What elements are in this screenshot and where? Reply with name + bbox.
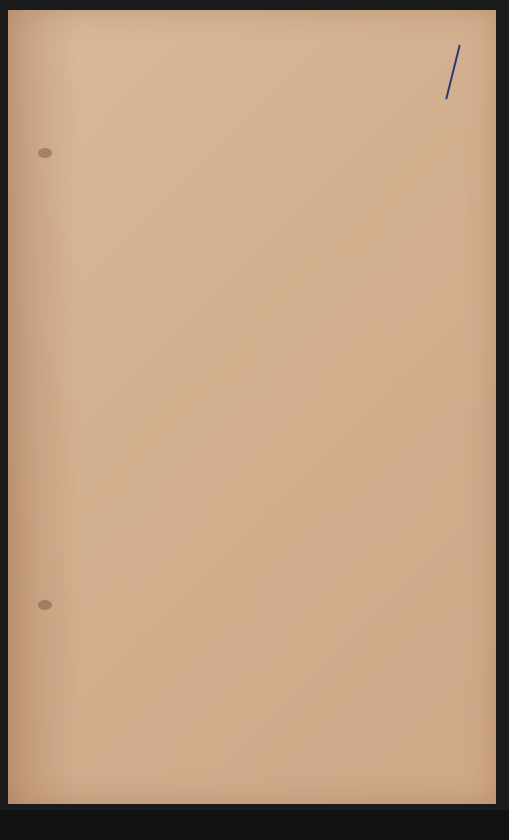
punch-hole <box>38 600 52 610</box>
document-page <box>8 10 496 804</box>
archive-footer <box>0 810 509 840</box>
punch-hole <box>38 148 52 158</box>
continuation-mark-line <box>8 766 496 808</box>
handwritten-stroke <box>445 45 460 100</box>
